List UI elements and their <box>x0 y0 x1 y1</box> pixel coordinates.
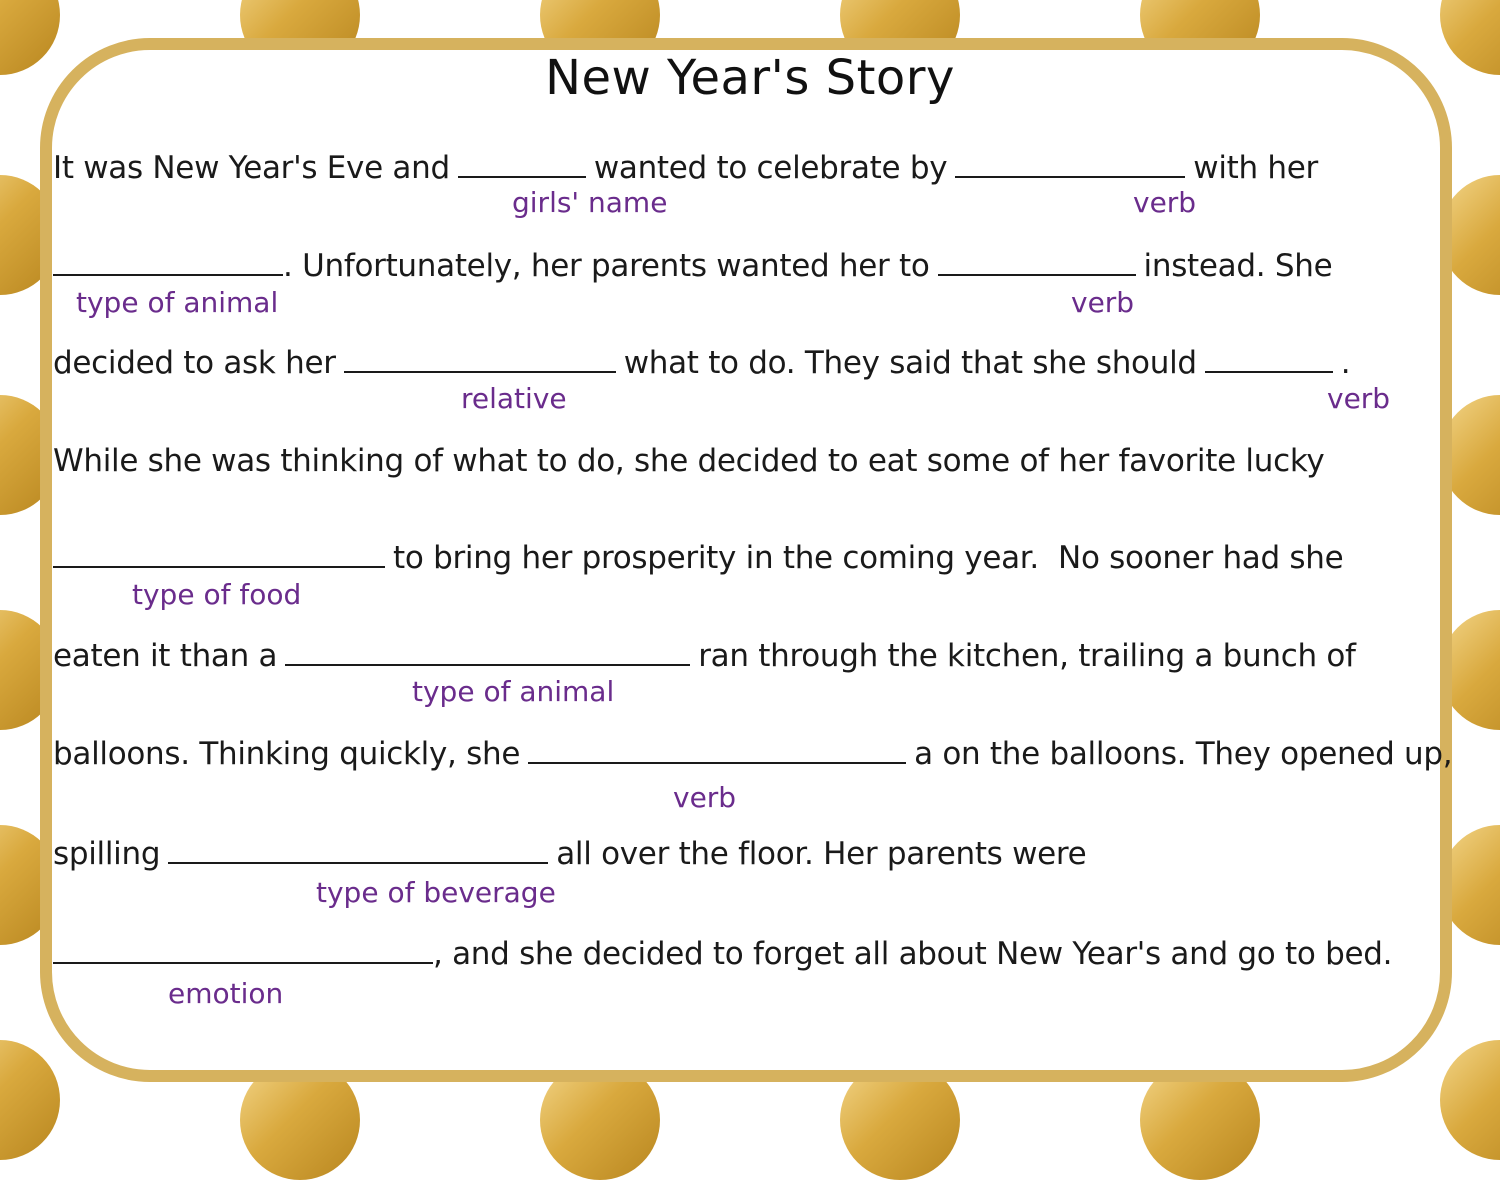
hint-label: type of beverage <box>316 876 556 909</box>
blank-girls-name[interactable] <box>458 150 586 178</box>
story-text: wanted to celebrate by <box>593 150 948 186</box>
story-text: balloons. Thinking quickly, she <box>53 736 521 772</box>
hint-label: verb <box>1327 382 1391 415</box>
hint-label: verb <box>1133 186 1197 219</box>
blank-verb[interactable] <box>1205 345 1333 373</box>
story-text: a on the balloons. They opened up, <box>914 736 1453 772</box>
story-line <box>53 836 1086 872</box>
hint-label: type of animal <box>412 675 615 708</box>
hint-label: girls' name <box>512 186 668 219</box>
story-text: instead. She <box>1143 248 1333 284</box>
blank-verb[interactable] <box>528 736 906 764</box>
blank-verb[interactable] <box>955 150 1185 178</box>
story-text: , and she decided to forget all about New Year's and go to bed. <box>433 936 1393 972</box>
story-text: with her <box>1193 150 1318 186</box>
story-text: ran through the kitchen, trailing a bunch of <box>698 638 1356 674</box>
story-text: . <box>1340 345 1351 381</box>
blank-emotion[interactable] <box>53 936 433 964</box>
story-text: spilling <box>53 836 161 872</box>
story-line <box>53 150 1318 186</box>
story-line <box>53 248 1332 284</box>
hint-label: verb <box>1071 286 1135 319</box>
story-text: all over the floor. Her parents were <box>556 836 1087 872</box>
gold-dot-decoration <box>0 1040 60 1160</box>
story-line <box>53 443 1324 479</box>
story-line <box>53 736 1452 772</box>
story-line <box>53 638 1356 674</box>
story-text: While she was thinking of what to do, she decided to eat some of her favorite lucky <box>53 443 1325 479</box>
story-line <box>53 345 1350 381</box>
blank-relative[interactable] <box>344 345 616 373</box>
hint-label: emotion <box>168 977 284 1010</box>
blank-type-of-animal[interactable] <box>285 638 690 666</box>
blank-type-of-beverage[interactable] <box>168 836 548 864</box>
story-text: decided to ask her <box>53 345 336 381</box>
blank-type-of-animal[interactable] <box>53 248 283 276</box>
page-title: New Year's Story <box>545 50 955 106</box>
story-text: what to do. They said that she should <box>623 345 1197 381</box>
story-line <box>53 540 1343 576</box>
gold-dot-decoration <box>1440 1040 1500 1160</box>
story-text: eaten it than a <box>53 638 278 674</box>
story-text: It was New Year's Eve and <box>53 150 450 186</box>
blank-type-of-food[interactable] <box>53 540 385 568</box>
story-text: . Unfortunately, her parents wanted her to <box>283 248 930 284</box>
story-text: to bring her prosperity in the coming year. No sooner had she <box>393 540 1344 576</box>
story-line <box>53 936 1392 972</box>
hint-label: relative <box>461 382 567 415</box>
hint-label: type of animal <box>76 286 279 319</box>
hint-label: type of food <box>132 578 302 611</box>
blank-verb[interactable] <box>938 248 1136 276</box>
hint-label: verb <box>673 781 737 814</box>
